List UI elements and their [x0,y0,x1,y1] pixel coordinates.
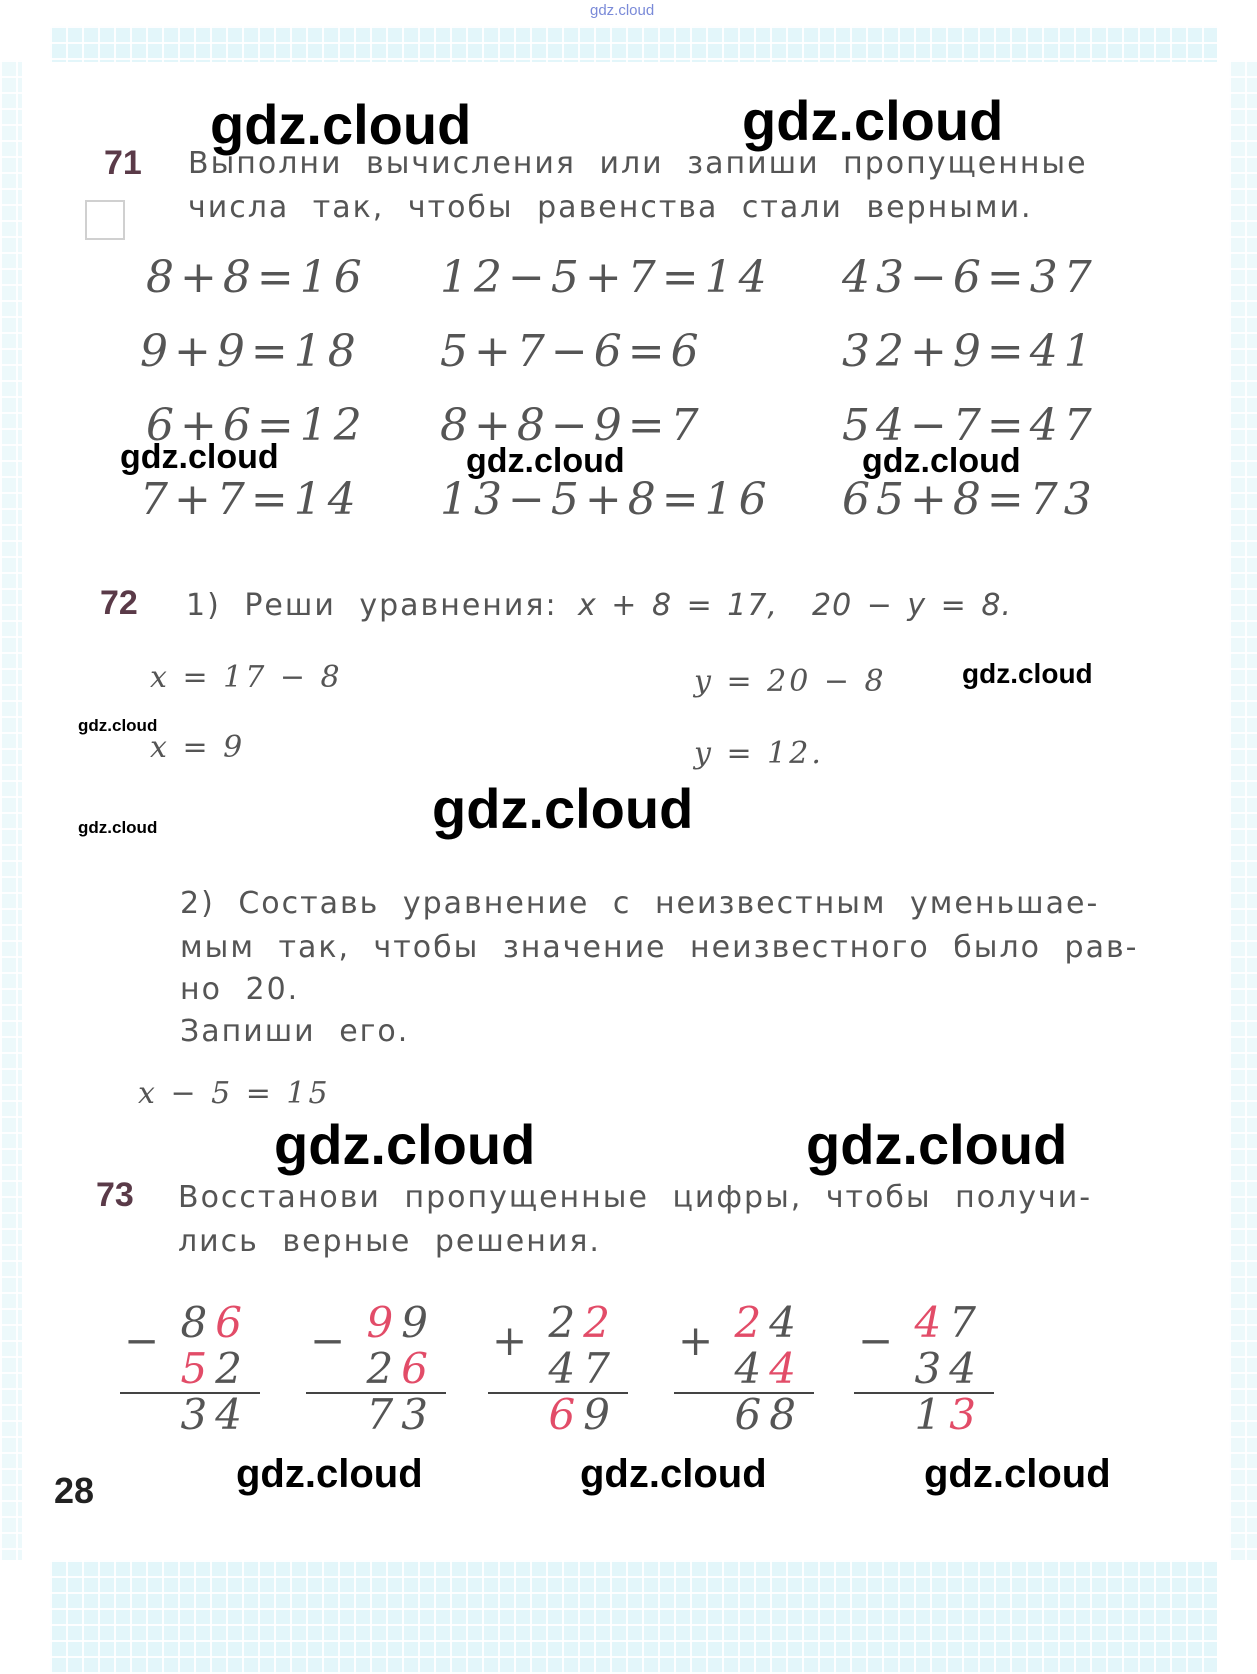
equation-10: 7+7=14 [140,474,362,525]
page-number: 28 [54,1470,95,1511]
task-72-part2-line4: Запиши его. [180,1014,410,1049]
solution-x-step2: x = 9 [150,730,246,765]
background-grid-top [50,26,1217,62]
task-72-equation-2: 20 − y = 8. [812,588,1012,623]
task-72-number: 72 [100,584,138,622]
equation-11: 13−5+8=16 [440,474,773,525]
filled-digit: 4 [914,1298,950,1347]
task-72-part1-label: 1) Реши уравнения: [186,588,558,623]
column-problem-1: − 86 52 34 [130,1300,250,1438]
plus-sign: + [492,1316,528,1365]
watermark: gdz.cloud [862,442,1021,480]
equation-8: 8+8−9=7 [440,400,705,451]
column-problem-5: − 47 34 13 [864,1300,984,1438]
background-grid-left [0,60,22,1560]
watermark: gdz.cloud [78,716,158,735]
equation-1: 8+8=16 [146,252,368,303]
filled-digit: 6 [548,1390,584,1439]
result-line [854,1392,994,1394]
minus-sign: − [310,1316,346,1365]
equation-9: 54−7=47 [842,400,1098,451]
equation-5: 5+7−6=6 [440,326,705,377]
watermark: gdz.cloud [210,93,472,156]
solution-y-step2: y = 12. [694,736,824,771]
watermark: gdz.cloud [466,442,625,480]
result-line [488,1392,628,1394]
watermark: gdz.cloud [580,1452,767,1496]
task-72-part2-line3: но 20. [180,972,300,1007]
watermark: gdz.cloud [236,1452,423,1496]
minus-sign: − [124,1316,160,1365]
watermark: gdz.cloud [924,1452,1111,1496]
background-grid-bottom [50,1560,1217,1674]
watermark: gdz.cloud [432,777,694,840]
task-71-text-line1: Выполни вычисления или запиши пропущенные [188,146,1088,181]
task-71-number: 71 [104,144,142,182]
watermark: gdz.cloud [806,1113,1068,1176]
task-72-part2-line2: мым так, чтобы значение неизвестного было рав- [180,930,1139,965]
filled-digit: 6 [215,1298,250,1347]
task-72-part2-answer: x − 5 = 15 [138,1076,331,1111]
filled-digit: 5 [180,1344,216,1393]
minus-sign: − [858,1316,894,1365]
equation-7: 6+6=12 [146,400,368,451]
equation-4: 9+9=18 [140,326,362,377]
task-71-checkbox [85,200,125,240]
column-problem-2: − 99 26 73 [316,1300,436,1438]
equation-12: 65+8=73 [842,474,1098,525]
watermark-top: gdz.cloud [590,2,655,19]
solution-y-step1: y = 20 − 8 [694,664,887,699]
filled-digit: 3 [949,1390,984,1439]
watermark: gdz.cloud [962,658,1093,689]
solution-x-step1: x = 17 − 8 [150,660,343,695]
watermark: gdz.cloud [742,89,1004,152]
task-73-text-line1: Восстанови пропущенные цифры, чтобы получи- [178,1180,1093,1215]
result-line [674,1392,814,1394]
equation-2: 12−5+7=14 [440,252,773,303]
filled-digit: 9 [366,1298,402,1347]
filled-digit: 2 [734,1298,770,1347]
filled-digit: 2 [583,1298,618,1347]
result-line [120,1392,260,1394]
filled-digit: 4 [769,1344,804,1393]
filled-digit: 6 [401,1344,436,1393]
watermark: gdz.cloud [120,438,279,476]
watermark: gdz.cloud [78,818,158,837]
task-72-part2-line1: 2) Составь уравнение с неизвестным уменьшае- [180,886,1100,921]
task-71-text-line2: числа так, чтобы равенства стали верными. [188,190,1033,225]
plus-sign: + [678,1316,714,1365]
result-line [306,1392,446,1394]
column-problem-3: + 22 47 69 [498,1300,618,1438]
task-73-text-line2: лись верные решения. [178,1224,601,1259]
column-problem-4: + 24 44 68 [684,1300,804,1438]
watermark: gdz.cloud [274,1113,536,1176]
equation-6: 32+9=41 [842,326,1098,377]
task-73-number: 73 [96,1176,134,1214]
equation-3: 43−6=37 [842,252,1098,303]
background-grid-right [1229,60,1257,1560]
task-72-equation-1: x + 8 = 17, [578,588,778,623]
